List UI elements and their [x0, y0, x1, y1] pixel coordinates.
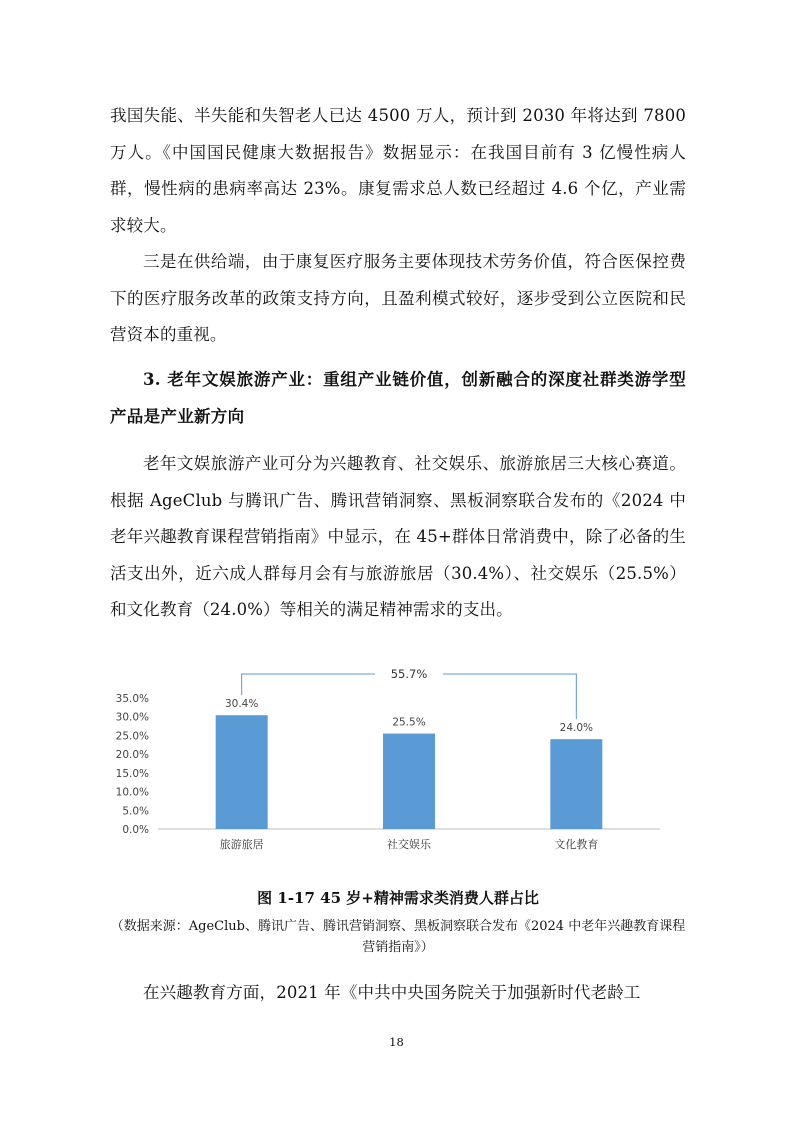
y-tick-label: 25.0% — [115, 730, 149, 743]
figure-caption: 图 1-17 45 岁+精神需求类消费人群占比 — [257, 889, 539, 907]
y-tick-label: 35.0% — [115, 693, 149, 705]
y-tick-label: 10.0% — [115, 786, 149, 799]
paragraph-3: 老年文娱旅游产业可分为兴趣教育、社交娱乐、旅游旅居三大核心赛道。根据 AgeClub 与腾讯广告、腾讯营销洞察、黑板洞察联合发布的《2024 中老年兴趣教育课程营销指南》中显示，在 45+群体日常消费中，除了必备的生活支出外，近六成人群每月会有与旅游旅居（30.4%）、社交娱乐（25.5%）和文化教育（24.0%）等相关的满足精神需求的支出。 — [110, 454, 686, 619]
x-tick-label: 文化教育 — [554, 838, 599, 851]
section-heading: 3. 老年文娱旅游产业：重组产业链价值，创新融合的深度社群类游学型产品是产业新方向 — [110, 370, 686, 426]
bar-1 — [216, 715, 268, 829]
y-tick-label: 20.0% — [115, 749, 149, 762]
data-label: 24.0% — [559, 722, 594, 735]
x-tick-label: 社交娱乐 — [387, 838, 431, 851]
annotation-label: 55.7% — [390, 667, 428, 681]
y-axis — [116, 693, 149, 836]
x-axis-labels — [220, 837, 599, 851]
bar-2 — [383, 734, 435, 829]
y-tick-label: 15.0% — [115, 767, 149, 780]
bracket-right — [443, 674, 576, 719]
paragraph-2: 三是在供给端，由于康复医疗服务主要体现技术劳务价值，符合医保控费下的医疗服务改革的政策支持方向，且盈利模式较好，逐步受到公立医院和民营资本的重视。 — [110, 252, 686, 344]
y-tick-label: 0.0% — [122, 824, 149, 836]
data-label: 30.4% — [224, 698, 259, 711]
paragraph-1: 我国失能、半失能和失智老人已达 4500 万人，预计到 2030 年将达到 7800 万人。《中国国民健康大数据报告》数据显示：在我国目前有 3 亿慢性病人群，慢性病的患病率高达 23%。康复需求总人数已经超过 4.6 个亿，产业需求较大。 — [110, 106, 686, 235]
paragraph-4: 在兴趣教育方面，2021 年《中共中央国务院关于加强新时代老龄工 — [143, 983, 641, 1002]
annotation-bracket — [242, 667, 577, 719]
x-tick-label: 旅游旅居 — [219, 838, 264, 851]
data-label: 25.5% — [392, 716, 426, 729]
bar-3 — [550, 739, 602, 829]
bars — [216, 715, 603, 829]
figure-source: （数据来源：AgeClub、腾讯广告、腾讯营销洞察、黑板洞察联合发布《2024 中老年兴趣教育课程营销指南》） — [110, 919, 686, 955]
y-tick-label: 30.0% — [115, 711, 149, 724]
bar-chart — [100, 658, 696, 868]
y-tick-label: 5.0% — [122, 805, 149, 818]
page-number: 18 — [389, 1035, 404, 1049]
bracket-left — [242, 674, 375, 695]
data-labels — [225, 698, 593, 734]
